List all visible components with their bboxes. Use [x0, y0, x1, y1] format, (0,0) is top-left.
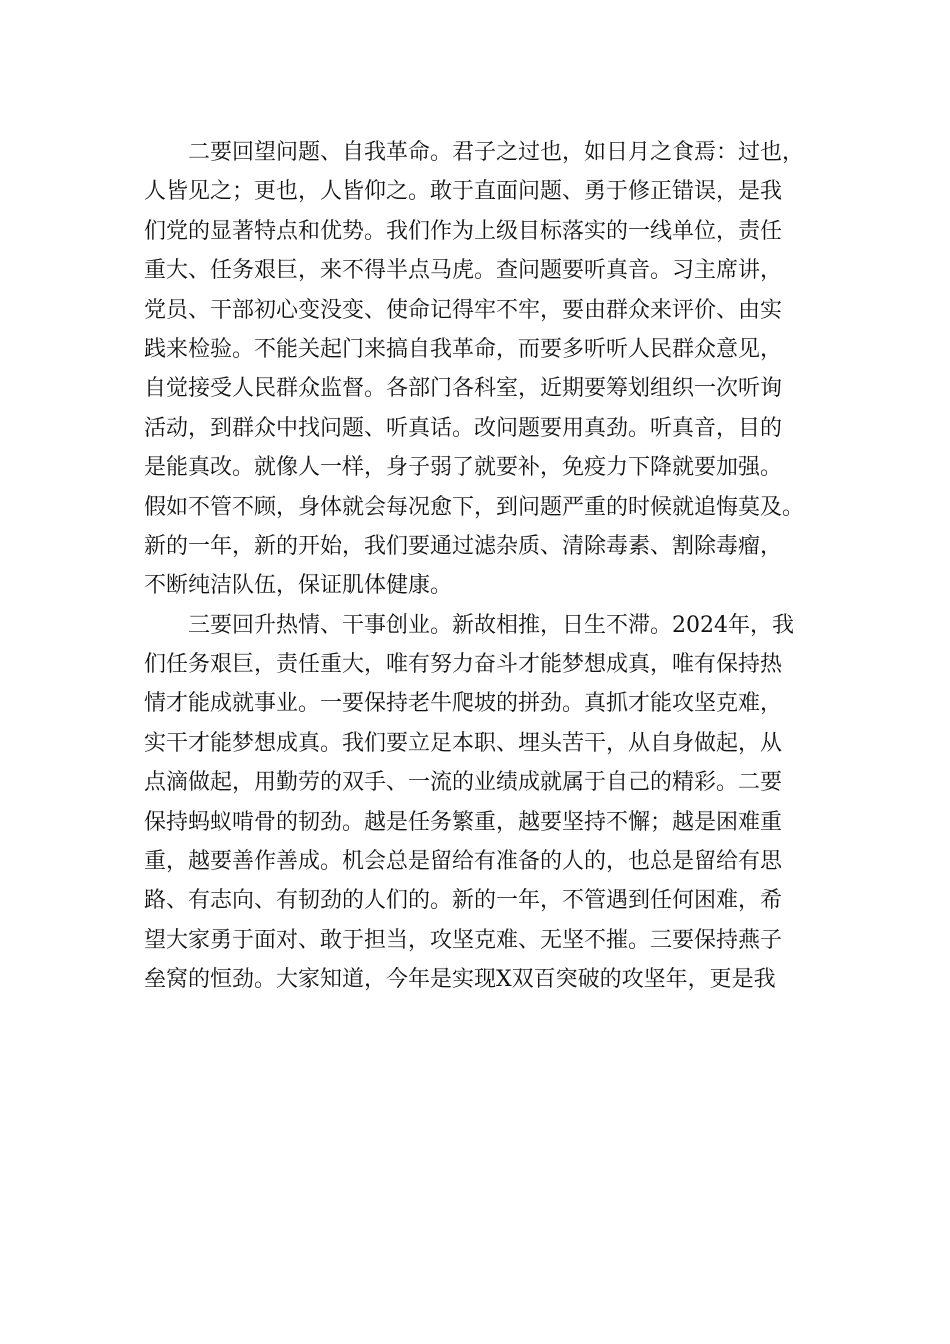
text-line: 不断纯洁队伍，保证肌体健康。: [144, 573, 453, 599]
text-line: 践来检验。不能关起门来搞自我革命，而要多听听人民群众意见，: [144, 336, 783, 362]
text-line: 重大、任务艰巨，来不得半点马虎。查问题要听真音。习主席讲，: [144, 258, 783, 284]
text-line: 情才能成就事业。一要保持老牛爬坡的拼劲。真抓才能攻坚克难，: [144, 691, 783, 717]
text-line: 望大家勇于面对、敢于担当，攻坚克难、无坚不摧。三要保持燕子: [144, 927, 783, 953]
text-line: 人皆见之；更也，人皆仰之。敢于直面问题、勇于修正错误，是我: [144, 179, 783, 205]
text-line: 二要回望问题、自我革命。君子之过也，如日月之食焉：过也，: [188, 140, 805, 165]
document-body: [144, 133, 824, 1000]
text-line: 三要回升热情、干事创业。新故相推，日生不滞。2024年，我: [188, 612, 794, 638]
paragraph-enthusiasm: [144, 606, 824, 1000]
text-line: 自觉接受人民群众监督。各部门各科室，近期要筹划组织一次听询: [144, 376, 783, 402]
text-line: 路、有志向、有韧劲的人们的。新的一年，不管遇到任何困难，希: [144, 888, 783, 914]
text-line: 重，越要善作善成。机会总是留给有准备的人的，也总是留给有思: [144, 849, 783, 875]
paragraph-self-revolution: [144, 133, 824, 606]
text-line: 是能真改。就像人一样，身子弱了就要补，免疫力下降就要加强。: [144, 455, 783, 481]
text-line: 点滴做起，用勤劳的双手、一流的业绩成就属于自己的精彩。二要: [144, 770, 783, 796]
text-line: 活动，到群众中找问题、听真话。改问题要用真劲。听真音，目的: [144, 415, 783, 441]
text-line: 们任务艰巨，责任重大，唯有努力奋斗才能梦想成真，唯有保持热: [144, 652, 783, 678]
text-line: 保持蚂蚁啃骨的韧劲。越是任务繁重，越要坚持不懈；越是困难重: [144, 809, 783, 835]
text-line: 假如不管不顾，身体就会每况愈下，到问题严重的时候就追悔莫及。: [144, 494, 805, 520]
text-line: 党员、干部初心变没变、使命记得牢不牢，要由群众来评价、由实: [144, 297, 783, 323]
text-line: 们党的显著特点和优势。我们作为上级目标落实的一线单位，责任: [144, 218, 783, 244]
text-line: 实干才能梦想成真。我们要立足本职、埋头苦干，从自身做起，从: [144, 730, 783, 756]
text-line: 垒窝的恒劲。大家知道，今年是实现X双百突破的攻坚年，更是我: [144, 967, 776, 993]
text-line: 新的一年，新的开始，我们要通过滤杂质、清除毒素、割除毒瘤，: [144, 533, 783, 559]
